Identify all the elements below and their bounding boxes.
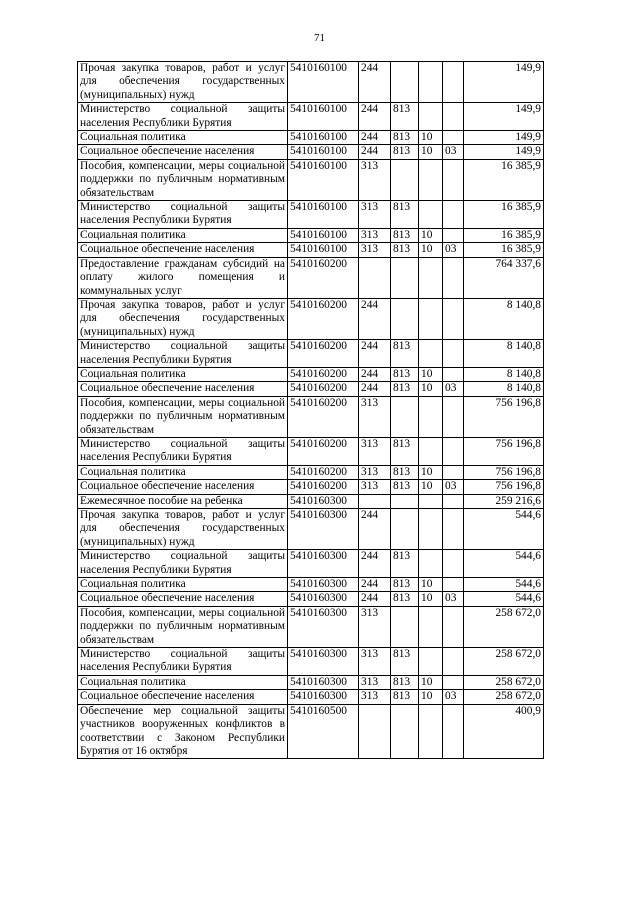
subsection-code-cell: 03 xyxy=(443,145,464,159)
target-article-code-cell: 5410160300 xyxy=(288,648,359,676)
table-row xyxy=(78,606,544,647)
expense-type-cell: 313 xyxy=(359,648,391,676)
subsection-code-cell xyxy=(443,340,464,368)
table-row xyxy=(78,367,544,381)
target-article-code-cell: 5410160100 xyxy=(288,103,359,131)
section-code-cell xyxy=(419,257,443,298)
table-row xyxy=(78,159,544,200)
table-row xyxy=(78,103,544,131)
expense-type-cell: 313 xyxy=(359,465,391,479)
name-cell: Министерство социальной защиты населения Республики Бурятия xyxy=(78,437,288,465)
expense-type-cell xyxy=(359,494,391,508)
expense-type-cell: 244 xyxy=(359,578,391,592)
amount-cell: 16 385,9 xyxy=(464,243,544,257)
ministry-code-cell: 813 xyxy=(391,578,419,592)
amount-cell: 756 196,8 xyxy=(464,480,544,494)
section-code-cell xyxy=(419,62,443,103)
table-row xyxy=(78,131,544,145)
amount-cell: 544,6 xyxy=(464,592,544,606)
subsection-code-cell xyxy=(443,675,464,689)
section-code-cell: 10 xyxy=(419,145,443,159)
subsection-code-cell xyxy=(443,494,464,508)
table-row xyxy=(78,62,544,103)
target-article-code-cell: 5410160100 xyxy=(288,131,359,145)
section-code-cell: 10 xyxy=(419,592,443,606)
ministry-code-cell: 813 xyxy=(391,243,419,257)
ministry-code-cell xyxy=(391,704,419,759)
expense-type-cell: 244 xyxy=(359,382,391,396)
ministry-code-cell: 813 xyxy=(391,675,419,689)
ministry-code-cell xyxy=(391,494,419,508)
table-row xyxy=(78,592,544,606)
expense-type-cell: 244 xyxy=(359,367,391,381)
name-cell: Пособия, компенсации, меры социальной поддержки по публичным нормативным обязательствам xyxy=(78,159,288,200)
target-article-code-cell: 5410160300 xyxy=(288,494,359,508)
ministry-code-cell: 813 xyxy=(391,131,419,145)
subsection-code-cell: 03 xyxy=(443,382,464,396)
ministry-code-cell xyxy=(391,62,419,103)
section-code-cell xyxy=(419,396,443,437)
ministry-code-cell: 813 xyxy=(391,367,419,381)
amount-cell: 8 140,8 xyxy=(464,382,544,396)
table-row xyxy=(78,494,544,508)
ministry-code-cell: 813 xyxy=(391,465,419,479)
target-article-code-cell: 5410160200 xyxy=(288,437,359,465)
target-article-code-cell: 5410160100 xyxy=(288,159,359,200)
table-row xyxy=(78,690,544,704)
amount-cell: 544,6 xyxy=(464,550,544,578)
section-code-cell xyxy=(419,648,443,676)
table-row xyxy=(78,437,544,465)
expense-type-cell: 313 xyxy=(359,243,391,257)
expense-type-cell xyxy=(359,257,391,298)
subsection-code-cell xyxy=(443,437,464,465)
subsection-code-cell: 03 xyxy=(443,690,464,704)
amount-cell: 149,9 xyxy=(464,131,544,145)
target-article-code-cell: 5410160500 xyxy=(288,704,359,759)
ministry-code-cell: 813 xyxy=(391,437,419,465)
table-row xyxy=(78,243,544,257)
subsection-code-cell: 03 xyxy=(443,243,464,257)
subsection-code-cell xyxy=(443,62,464,103)
name-cell: Прочая закупка товаров, работ и услуг для обеспечения государственных (муниципальных) нужд xyxy=(78,298,288,339)
subsection-code-cell xyxy=(443,298,464,339)
section-code-cell xyxy=(419,606,443,647)
table-row xyxy=(78,704,544,759)
name-cell: Социальная политика xyxy=(78,367,288,381)
expense-type-cell: 244 xyxy=(359,145,391,159)
amount-cell: 149,9 xyxy=(464,103,544,131)
name-cell: Министерство социальной защиты населения Республики Бурятия xyxy=(78,550,288,578)
ministry-code-cell: 813 xyxy=(391,340,419,368)
name-cell: Ежемесячное пособие на ребенка xyxy=(78,494,288,508)
section-code-cell xyxy=(419,201,443,229)
ministry-code-cell: 813 xyxy=(391,480,419,494)
amount-cell: 544,6 xyxy=(464,578,544,592)
subsection-code-cell xyxy=(443,704,464,759)
amount-cell: 149,9 xyxy=(464,62,544,103)
table-row xyxy=(78,228,544,242)
target-article-code-cell: 5410160200 xyxy=(288,257,359,298)
target-article-code-cell: 5410160100 xyxy=(288,62,359,103)
amount-cell: 258 672,0 xyxy=(464,648,544,676)
amount-cell: 16 385,9 xyxy=(464,228,544,242)
expense-type-cell: 313 xyxy=(359,159,391,200)
expense-type-cell: 244 xyxy=(359,103,391,131)
section-code-cell: 10 xyxy=(419,243,443,257)
section-code-cell: 10 xyxy=(419,131,443,145)
subsection-code-cell xyxy=(443,159,464,200)
table-row xyxy=(78,201,544,229)
target-article-code-cell: 5410160200 xyxy=(288,367,359,381)
target-article-code-cell: 5410160100 xyxy=(288,145,359,159)
name-cell: Социальное обеспечение населения xyxy=(78,382,288,396)
name-cell: Обеспечение мер социальной защиты участников вооруженных конфликтов в соответствии с Законом Республики Бурятия от 16 октября xyxy=(78,704,288,759)
name-cell: Пособия, компенсации, меры социальной поддержки по публичным нормативным обязательствам xyxy=(78,396,288,437)
ministry-code-cell xyxy=(391,159,419,200)
target-article-code-cell: 5410160100 xyxy=(288,243,359,257)
ministry-code-cell: 813 xyxy=(391,228,419,242)
amount-cell: 756 196,8 xyxy=(464,465,544,479)
budget-table xyxy=(77,61,544,759)
subsection-code-cell xyxy=(443,201,464,229)
expense-type-cell: 313 xyxy=(359,437,391,465)
table-row xyxy=(78,480,544,494)
name-cell: Социальная политика xyxy=(78,131,288,145)
amount-cell: 764 337,6 xyxy=(464,257,544,298)
name-cell: Министерство социальной защиты населения Республики Бурятия xyxy=(78,648,288,676)
target-article-code-cell: 5410160300 xyxy=(288,592,359,606)
ministry-code-cell: 813 xyxy=(391,103,419,131)
expense-type-cell xyxy=(359,704,391,759)
amount-cell: 8 140,8 xyxy=(464,298,544,339)
target-article-code-cell: 5410160200 xyxy=(288,298,359,339)
subsection-code-cell xyxy=(443,103,464,131)
section-code-cell xyxy=(419,103,443,131)
ministry-code-cell xyxy=(391,606,419,647)
budget-table-body xyxy=(78,62,544,759)
table-row xyxy=(78,298,544,339)
name-cell: Социальное обеспечение населения xyxy=(78,243,288,257)
amount-cell: 756 196,8 xyxy=(464,396,544,437)
target-article-code-cell: 5410160300 xyxy=(288,690,359,704)
target-article-code-cell: 5410160200 xyxy=(288,480,359,494)
amount-cell: 16 385,9 xyxy=(464,201,544,229)
name-cell: Социальная политика xyxy=(78,578,288,592)
ministry-code-cell: 813 xyxy=(391,592,419,606)
expense-type-cell: 244 xyxy=(359,62,391,103)
name-cell: Прочая закупка товаров, работ и услуг для обеспечения государственных (муниципальных) нужд xyxy=(78,62,288,103)
section-code-cell xyxy=(419,298,443,339)
subsection-code-cell xyxy=(443,606,464,647)
name-cell: Социальная политика xyxy=(78,465,288,479)
ministry-code-cell xyxy=(391,396,419,437)
name-cell: Министерство социальной защиты населения Республики Бурятия xyxy=(78,103,288,131)
expense-type-cell: 313 xyxy=(359,690,391,704)
name-cell: Социальное обеспечение населения xyxy=(78,145,288,159)
table-row xyxy=(78,578,544,592)
expense-type-cell: 244 xyxy=(359,509,391,550)
subsection-code-cell xyxy=(443,648,464,676)
name-cell: Пособия, компенсации, меры социальной поддержки по публичным нормативным обязательствам xyxy=(78,606,288,647)
ministry-code-cell: 813 xyxy=(391,382,419,396)
amount-cell: 400,9 xyxy=(464,704,544,759)
table-row xyxy=(78,550,544,578)
section-code-cell xyxy=(419,437,443,465)
section-code-cell xyxy=(419,159,443,200)
target-article-code-cell: 5410160200 xyxy=(288,340,359,368)
section-code-cell xyxy=(419,340,443,368)
amount-cell: 149,9 xyxy=(464,145,544,159)
name-cell: Министерство социальной защиты населения Республики Бурятия xyxy=(78,340,288,368)
expense-type-cell: 244 xyxy=(359,131,391,145)
expense-type-cell: 244 xyxy=(359,298,391,339)
section-code-cell: 10 xyxy=(419,228,443,242)
section-code-cell: 10 xyxy=(419,465,443,479)
name-cell: Социальное обеспечение населения xyxy=(78,480,288,494)
subsection-code-cell xyxy=(443,509,464,550)
name-cell: Предоставление гражданам субсидий на оплату жилого помещения и коммунальных услуг xyxy=(78,257,288,298)
section-code-cell: 10 xyxy=(419,382,443,396)
ministry-code-cell: 813 xyxy=(391,648,419,676)
table-row xyxy=(78,465,544,479)
name-cell: Социальная политика xyxy=(78,675,288,689)
section-code-cell: 10 xyxy=(419,675,443,689)
section-code-cell: 10 xyxy=(419,480,443,494)
subsection-code-cell: 03 xyxy=(443,480,464,494)
ministry-code-cell: 813 xyxy=(391,550,419,578)
subsection-code-cell xyxy=(443,550,464,578)
amount-cell: 258 672,0 xyxy=(464,606,544,647)
subsection-code-cell xyxy=(443,578,464,592)
table-row xyxy=(78,145,544,159)
amount-cell: 258 672,0 xyxy=(464,675,544,689)
expense-type-cell: 244 xyxy=(359,340,391,368)
target-article-code-cell: 5410160300 xyxy=(288,578,359,592)
ministry-code-cell xyxy=(391,257,419,298)
ministry-code-cell: 813 xyxy=(391,690,419,704)
target-article-code-cell: 5410160100 xyxy=(288,201,359,229)
name-cell: Социальное обеспечение населения xyxy=(78,690,288,704)
subsection-code-cell: 03 xyxy=(443,592,464,606)
amount-cell: 258 672,0 xyxy=(464,690,544,704)
table-row xyxy=(78,382,544,396)
table-row xyxy=(78,675,544,689)
table-row xyxy=(78,340,544,368)
section-code-cell: 10 xyxy=(419,690,443,704)
expense-type-cell: 313 xyxy=(359,396,391,437)
expense-type-cell: 313 xyxy=(359,201,391,229)
amount-cell: 544,6 xyxy=(464,509,544,550)
table-row xyxy=(78,396,544,437)
expense-type-cell: 313 xyxy=(359,675,391,689)
target-article-code-cell: 5410160200 xyxy=(288,465,359,479)
target-article-code-cell: 5410160100 xyxy=(288,228,359,242)
amount-cell: 259 216,6 xyxy=(464,494,544,508)
amount-cell: 756 196,8 xyxy=(464,437,544,465)
target-article-code-cell: 5410160200 xyxy=(288,396,359,437)
subsection-code-cell xyxy=(443,228,464,242)
subsection-code-cell xyxy=(443,465,464,479)
target-article-code-cell: 5410160300 xyxy=(288,550,359,578)
ministry-code-cell: 813 xyxy=(391,201,419,229)
subsection-code-cell xyxy=(443,396,464,437)
section-code-cell: 10 xyxy=(419,367,443,381)
section-code-cell xyxy=(419,704,443,759)
name-cell: Прочая закупка товаров, работ и услуг для обеспечения государственных (муниципальных) нужд xyxy=(78,509,288,550)
target-article-code-cell: 5410160300 xyxy=(288,606,359,647)
ministry-code-cell: 813 xyxy=(391,145,419,159)
subsection-code-cell xyxy=(443,131,464,145)
table-row xyxy=(78,648,544,676)
expense-type-cell: 244 xyxy=(359,550,391,578)
target-article-code-cell: 5410160200 xyxy=(288,382,359,396)
amount-cell: 8 140,8 xyxy=(464,367,544,381)
page-number: 71 xyxy=(314,32,325,44)
section-code-cell: 10 xyxy=(419,578,443,592)
name-cell: Социальная политика xyxy=(78,228,288,242)
target-article-code-cell: 5410160300 xyxy=(288,675,359,689)
section-code-cell xyxy=(419,494,443,508)
subsection-code-cell xyxy=(443,367,464,381)
ministry-code-cell xyxy=(391,509,419,550)
table-row xyxy=(78,509,544,550)
ministry-code-cell xyxy=(391,298,419,339)
name-cell: Социальное обеспечение населения xyxy=(78,592,288,606)
target-article-code-cell: 5410160300 xyxy=(288,509,359,550)
table-row xyxy=(78,257,544,298)
expense-type-cell: 313 xyxy=(359,480,391,494)
expense-type-cell: 313 xyxy=(359,228,391,242)
section-code-cell xyxy=(419,509,443,550)
amount-cell: 16 385,9 xyxy=(464,159,544,200)
expense-type-cell: 244 xyxy=(359,592,391,606)
section-code-cell xyxy=(419,550,443,578)
subsection-code-cell xyxy=(443,257,464,298)
expense-type-cell: 313 xyxy=(359,606,391,647)
name-cell: Министерство социальной защиты населения Республики Бурятия xyxy=(78,201,288,229)
amount-cell: 8 140,8 xyxy=(464,340,544,368)
